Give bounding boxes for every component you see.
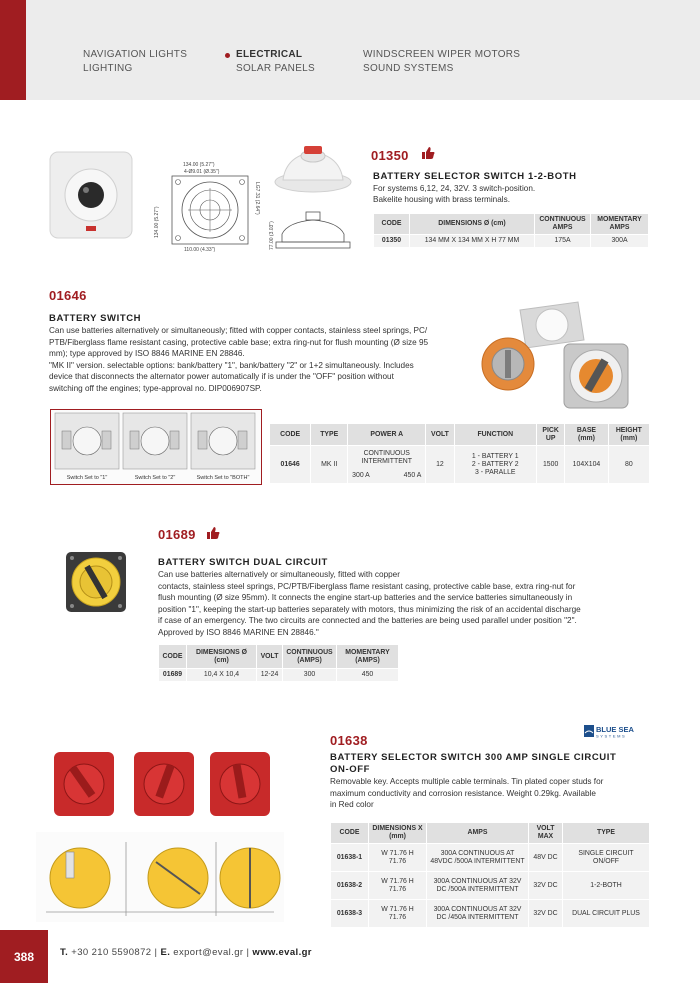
product-code-01350: 01350 [371,148,409,163]
switch-01350-drawing-front [150,160,260,252]
desc-line: Can use batteries alternatively or simultaneously, fitted with copper [158,570,400,579]
col-header: VOLT [257,645,283,669]
col-header: CODE [270,424,311,446]
thumbs-up-icon [206,526,220,540]
product-desc-01638 [330,776,650,811]
phone-label: T. [60,947,69,958]
cell-function [454,446,537,484]
product-title-01638 [330,752,616,776]
cell-volt: 12 [426,446,454,484]
cell-dimensions: 134 MM X 134 MM X H 77 MM [410,235,535,248]
col-header: TYPE [563,823,650,844]
cell-amps: 300A CONTINUOUS AT 32V DC /450A INTERMITTENT [427,900,529,928]
function-line: 2 - BATTERY 2 [471,460,519,468]
cell-momentary: 300A [591,235,649,248]
cell-code: 01638-1 [331,844,369,872]
cell-dimensions: 10,4 X 10,4 [187,669,257,682]
cell-code: 01646 [270,446,311,484]
nav-col-2 [236,48,315,76]
product-desc-01689 [158,569,650,639]
table-row [374,235,649,248]
cell-continuous: 175A [535,235,591,248]
page-header [0,0,700,100]
separator: | [246,947,250,958]
col-header: MOMENTARY AMPS [591,214,649,235]
desc-line: "MK II" version. selectable options: bank/battery "1", bank/battery "2" or 1+2 simultaneously. Includes [49,360,414,370]
col-header: CODE [331,823,369,844]
product-code-01689: 01689 [158,527,196,542]
desc-line: Removable key. Accepts multiple cable terminals. Tin plated coper studs for [330,777,604,786]
brand-sub: SYSTEMS [596,733,627,738]
power-intermittent: 450 A [403,471,422,479]
desc-line: For systems 6,12, 24, 32V. 3 switch-position. [373,184,536,193]
desc-line: Approved by ISO 8846 MARINE EN 28846." [158,627,319,637]
email-link[interactable]: export@eval.gr [173,947,244,958]
col-header: VOLT [426,424,454,446]
separator: | [154,947,158,958]
product-desc-01350 [373,183,633,205]
diagram-caption-1: Switch Set to "1" [66,475,108,481]
desc-line: device that disconnects the alternator power automatically if is under the "OFF" position without [49,372,394,382]
email-label: E. [160,947,171,958]
cell-dimensions: W 71.76 H 71.76 [369,900,427,928]
dim-label-width: 134.00 (5.27") [183,162,215,168]
desc-line: if case of an emergency. The two circuits are connected and the batteries are being used parallel under position "2". [158,616,577,626]
col-header: VOLT MAX [529,823,563,844]
dim-label-height: 134.00 (5.27") [154,206,160,238]
cell-code: 01350 [374,235,410,248]
cell-base: 104X104 [565,446,608,484]
diagram-caption-2: Switch Set to "2" [134,475,176,481]
dim-label-holes: 4-Ø9.01 (Ø.35") [184,169,220,175]
desc-line: PTB/Fiberglass flame resistant casing, protective cable base; extra ring-nut for flush mounting (Ø size 95 [49,337,429,347]
product-title-01646: BATTERY SWITCH [49,313,142,324]
switch-01638-wiring-diagrams [36,832,284,922]
cell-type: MK II [311,446,348,484]
cell-type: SINGLE CIRCUIT ON/OFF [563,844,650,872]
table-row [331,872,650,900]
product-desc-01646 [49,325,469,395]
desc-line: maximum conductivity and corrosion resistance. Weight 0.29kg. Available [330,788,596,798]
desc-line: flush mounting (Ø size 95mm). It connects the engine start-up batteries and the service batteries simultaneously in [158,593,573,603]
product-code-01646: 01646 [49,288,87,303]
switch-01350-photo-angle [268,138,358,194]
dim-label-side: LG7.31 (2.64") [254,182,260,215]
function-line: 1 - BATTERY 1 [471,452,519,460]
contact-line [60,947,312,958]
title-line: BATTERY SELECTOR SWITCH 300 AMP SINGLE CIRCUIT [330,752,617,763]
cell-code: 01689 [159,669,187,682]
brand-name: BLUE SEA [596,725,634,734]
cell-volt: 32V DC [529,900,563,928]
col-header: TYPE [311,424,348,446]
product-title-01689: BATTERY SWITCH DUAL CIRCUIT [158,557,328,568]
power-label: CONTINUOUS INTERMITTENT [361,449,412,465]
col-header: CODE [374,214,410,235]
col-header: CONTINUOUS AMPS [535,214,591,235]
col-header: MOMENTARY (AMPS) [337,645,399,669]
cell-amps: 300A CONTINUOUS AT 48VDC /500A INTERMITTENT [427,844,529,872]
cell-code: 01638-3 [331,900,369,928]
cell-momentary: 450 [337,669,399,682]
page-footer [0,930,700,983]
cell-power [348,446,426,484]
nav-electrical[interactable]: ELECTRICAL [236,49,303,60]
cell-volt: 12-24 [257,669,283,682]
cell-continuous: 300 [283,669,337,682]
desc-line: position "1", keeping the start-up batteries separately with motors, thus minimizing the risk of an accidental discharge [158,604,581,614]
nav-lighting[interactable]: LIGHTING [83,63,133,74]
col-header: AMPS [427,823,529,844]
desc-line: Can use batteries alternatively or simultaneously; fitted with copper contacts, stainless steel springs, PC/ [49,326,428,335]
product-code-01638: 01638 [330,733,368,748]
col-header: POWER A [348,424,426,446]
cell-pickup: 1500 [537,446,565,484]
dim-label-depth: 77.00 (3.03") [269,221,275,250]
col-header: CODE [159,645,187,669]
cell-type: DUAL CIRCUIT PLUS [563,900,650,928]
table-row [331,844,650,872]
cell-volt: 48V DC [529,844,563,872]
cell-dimensions: W 71.76 H 71.76 [369,872,427,900]
desc-line: contacts, stainless steel springs, PC/PTB/Fiberglass flame resistant casing, protective cable base, extra ring-nut for [158,581,576,591]
diagram-caption-both: Switch Set to "BOTH" [196,475,250,481]
nav-col-3 [363,48,520,76]
website-link[interactable]: www.eval.gr [252,947,312,958]
col-header: DIMENSIONS Ø (cm) [187,645,257,669]
table-row [270,446,650,484]
spec-table-01646 [269,423,650,484]
switch-01638-photos [48,748,276,822]
title-line: ON-OFF [330,764,371,775]
switch-01646-photo [480,296,650,412]
desc-line: switching off the engines; type-approval no. DIP006907SP. [49,383,262,393]
col-header: BASE (mm) [565,424,608,446]
col-header: PICK UP [537,424,565,446]
nav-windscreen-wiper-motors[interactable]: WINDSCREEN WIPER MOTORS [363,49,521,60]
nav-navigation-lights[interactable]: NAVIGATION LIGHTS [83,49,188,60]
dim-label-base: 110.00 (4.33") [184,247,216,252]
col-header: DIMENSIONS X (mm) [369,823,427,844]
col-header: HEIGHT (mm) [608,424,649,446]
col-header: DIMENSIONS Ø (cm) [410,214,535,235]
cell-height: 80 [608,446,649,484]
header-accent-bar [0,0,26,100]
col-header: CONTINUOUS (AMPS) [283,645,337,669]
active-bullet-icon [225,53,230,58]
nav-sound-systems[interactable]: SOUND SYSTEMS [363,63,454,74]
blue-sea-logo [584,724,650,738]
switch-01350-drawing-side [268,200,358,258]
spec-table-01350 [373,213,649,248]
nav-col-1 [83,48,187,76]
nav-solar-panels[interactable]: SOLAR PANELS [236,63,316,74]
cell-type: 1-2-BOTH [563,872,650,900]
switch-01350-photo [48,150,134,240]
switch-01689-photo [64,550,128,614]
function-line: 3 - PARALLE [475,468,516,476]
page-number: 388 [0,930,48,983]
table-row [159,669,399,682]
desc-line: mm); type approved by ISO 8846 MARINE EN 28846. [49,349,245,359]
spec-table-01638 [330,822,650,928]
cell-code: 01638-2 [331,872,369,900]
spec-table-01689 [158,644,399,682]
cell-volt: 32V DC [529,872,563,900]
power-continuous: 300 A [352,471,370,479]
cell-dimensions: W 71.76 H 71.76 [369,844,427,872]
desc-line: in Red color [330,800,374,810]
table-row [331,900,650,928]
thumbs-up-icon [421,146,435,160]
cell-amps: 300A CONTINUOUS AT 32V DC /500A INTERMITTENT [427,872,529,900]
phone-number[interactable]: +30 210 5590872 [71,947,152,958]
desc-line: Bakelite housing with brass terminals. [373,195,510,204]
product-title-01350: BATTERY SELECTOR SWITCH 1-2-BOTH [373,171,577,182]
col-header: FUNCTION [454,424,537,446]
switch-01646-diagrams [50,409,262,485]
